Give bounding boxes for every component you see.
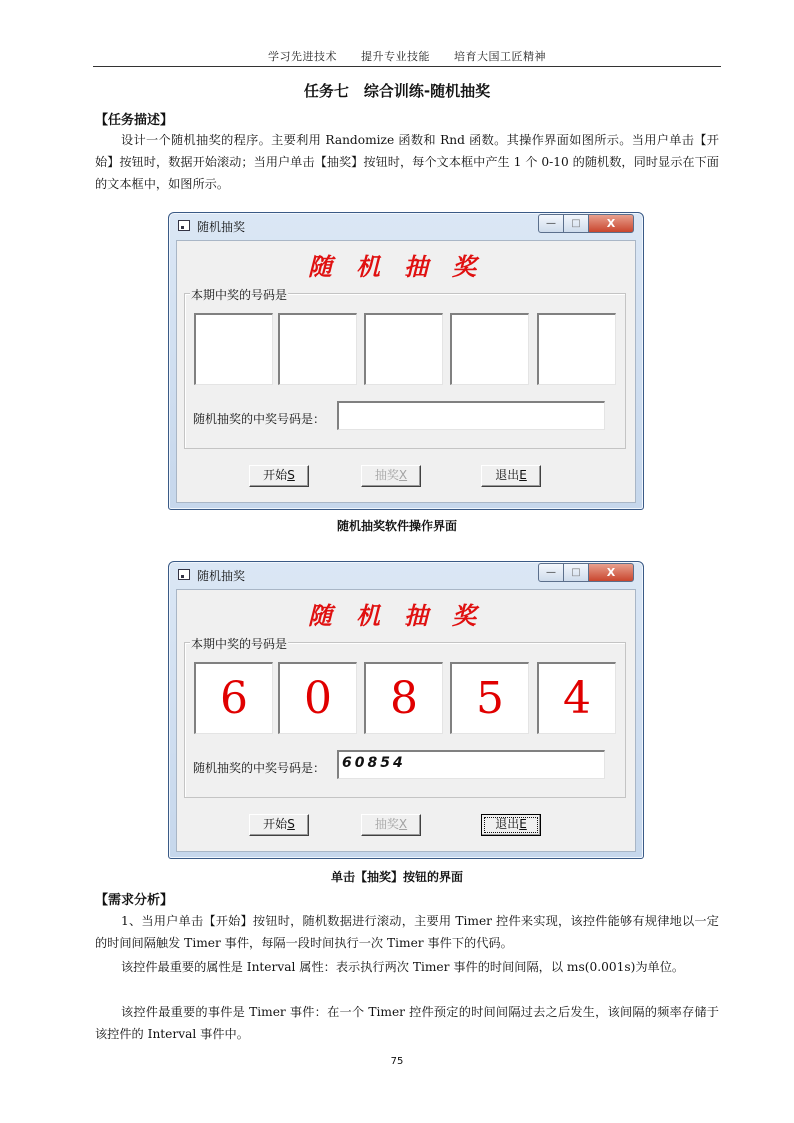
exit-button-accel: E <box>519 468 527 482</box>
draw-button[interactable] <box>361 814 421 836</box>
start-button-label: 开始 <box>263 468 288 482</box>
app-icon <box>178 569 190 580</box>
paragraph-description: 设计一个随机抽奖的程序。主要利用 Randomize 函数和 Rnd 函数。其操作界面如图所示。当用户单击【开始】按钮时，数据开始滚动；当用户单击【抽奖】按钮时，每个文本框中产生 1 个 0-10 的随机数，同时显示在下面的文本框中，如图所示。 <box>95 133 719 191</box>
paragraph-analysis-2: 该控件最重要的属性是 Interval 属性：表示执行两次 Timer 事件的时间间隔，以 ms(0.001s)为单位。 <box>121 960 685 974</box>
page-number: 75 <box>390 1056 404 1067</box>
result-label: 随机抽奖的中奖号码是： <box>193 761 326 775</box>
window-titlebar[interactable] <box>169 213 643 239</box>
start-button-accel: S <box>287 468 295 482</box>
maximize-button[interactable]: □ <box>563 214 589 233</box>
exit-button-label: 退出 <box>495 817 520 831</box>
winning-numbers-group <box>184 637 626 798</box>
exit-button[interactable] <box>481 814 541 836</box>
start-button[interactable] <box>249 465 309 487</box>
draw-button[interactable] <box>361 465 421 487</box>
digit-textbox-3[interactable]: 8 <box>364 662 443 734</box>
start-button-label: 开始 <box>263 817 288 831</box>
close-button[interactable]: X <box>588 563 634 582</box>
paragraph-analysis-3: 该控件最重要的事件是 Timer 事件：在一个 Timer 控件预定的时间间隔过去之后发生，该间隔的频率存储于该控件的 Interval 事件中。 <box>95 1005 719 1041</box>
draw-button-label: 抽奖 <box>374 468 399 482</box>
digit-textbox-5[interactable] <box>537 313 616 385</box>
digit-textbox-4[interactable] <box>450 313 529 385</box>
digit-textbox-1[interactable]: 6 <box>194 662 273 734</box>
result-label: 随机抽奖的中奖号码是： <box>193 412 326 426</box>
figure-caption-1: 随机抽奖软件操作界面 <box>336 519 457 533</box>
group-label: 本期中奖的号码是 <box>191 288 288 302</box>
digit-textbox-2[interactable]: 0 <box>278 662 357 734</box>
draw-button-accel: X <box>398 817 408 831</box>
start-button-accel: S <box>287 817 295 831</box>
page-header: 学习先进技术 提升专业技能 培育大国工匠精神 <box>93 48 721 67</box>
digit-textbox-1[interactable] <box>194 313 273 385</box>
task-title: 任务七 综合训练-随机抽奖 <box>303 82 491 100</box>
digit-textbox-5[interactable]: 4 <box>537 662 616 734</box>
winning-numbers-group <box>184 288 626 449</box>
app-icon <box>178 220 190 231</box>
window-lottery-drawn <box>168 561 644 859</box>
form-title: 随机抽奖 <box>308 601 500 630</box>
exit-button-accel: E <box>519 817 527 831</box>
window-lottery-initial <box>168 212 644 510</box>
result-textbox[interactable] <box>337 401 605 430</box>
window-title: 随机抽奖 <box>197 220 246 234</box>
draw-button-label: 抽奖 <box>374 817 399 831</box>
result-textbox[interactable]: 60854 <box>337 750 605 779</box>
close-button[interactable]: X <box>588 214 634 233</box>
digit-textbox-2[interactable] <box>278 313 357 385</box>
exit-button-label: 退出 <box>495 468 520 482</box>
window-title: 随机抽奖 <box>197 569 246 583</box>
maximize-button[interactable]: □ <box>563 563 589 582</box>
minimize-button[interactable]: — <box>538 214 564 233</box>
paragraph-analysis-1: 1、当用户单击【开始】按钮时，随机数据进行滚动，主要用 Timer 控件来实现，该控件能够有规律地以一定的时间间隔触发 Timer 事件，每隔一段时间执行一次 Timer 事件下的代码。 <box>95 914 719 950</box>
minimize-button[interactable]: — <box>538 563 564 582</box>
section-description-heading: 【任务描述】 <box>95 113 174 128</box>
start-button[interactable] <box>249 814 309 836</box>
group-label: 本期中奖的号码是 <box>191 637 288 651</box>
form-client-area <box>176 240 636 503</box>
window-titlebar[interactable] <box>169 562 643 588</box>
section-analysis-heading: 【需求分析】 <box>95 893 174 908</box>
form-client-area <box>176 589 636 852</box>
form-title: 随机抽奖 <box>308 252 500 281</box>
digit-textbox-3[interactable] <box>364 313 443 385</box>
digit-textbox-4[interactable]: 5 <box>450 662 529 734</box>
figure-caption-2: 单击【抽奖】按钮的界面 <box>330 870 463 884</box>
exit-button[interactable] <box>481 465 541 487</box>
draw-button-accel: X <box>398 468 408 482</box>
